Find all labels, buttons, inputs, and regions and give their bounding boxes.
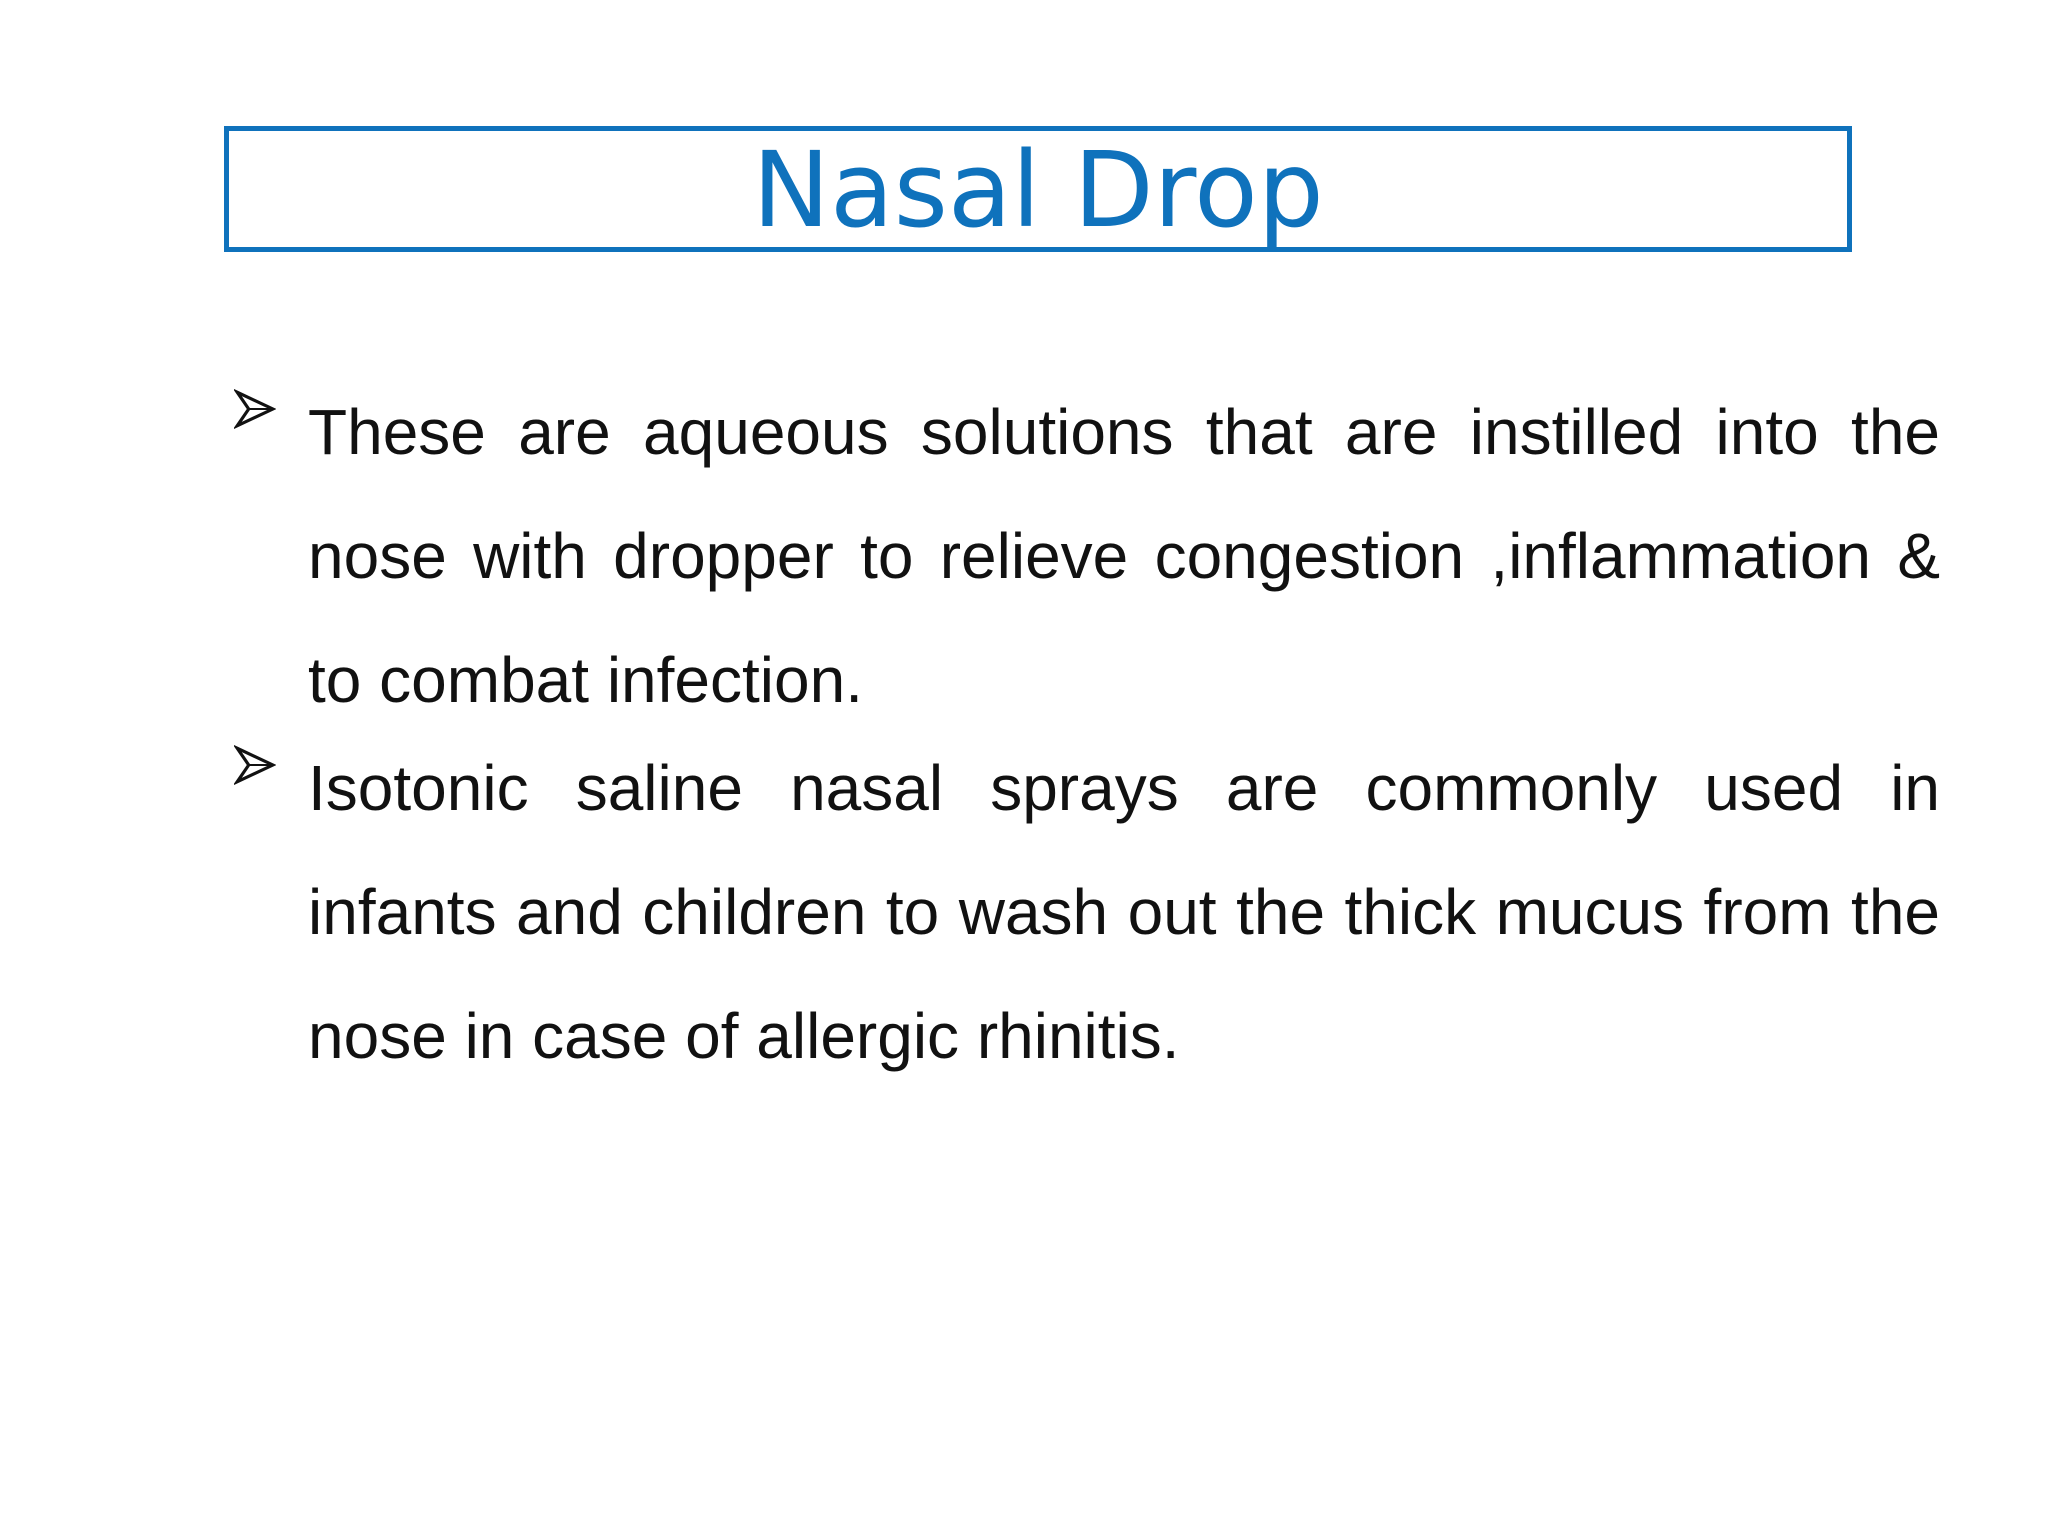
title-box — [224, 126, 1852, 252]
arrowhead-bullet-icon — [234, 388, 276, 430]
bullet-list — [228, 396, 1940, 1112]
bullet-text-2: Isotonic saline nasal sprays are commonly used in infants and children to wash out the thick mucus from the nose in case of allergic rhinitis. — [308, 752, 1940, 1072]
slide-title: Nasal Drop — [752, 129, 1324, 251]
bullet-item-2 — [228, 726, 1940, 1098]
arrowhead-bullet-icon — [234, 744, 276, 786]
bullet-item-1 — [228, 370, 1940, 742]
bullet-text-1: These are aqueous solutions that are instilled into the nose with dropper to relieve congestion ,inflammation & to combat infection. — [308, 396, 1940, 716]
